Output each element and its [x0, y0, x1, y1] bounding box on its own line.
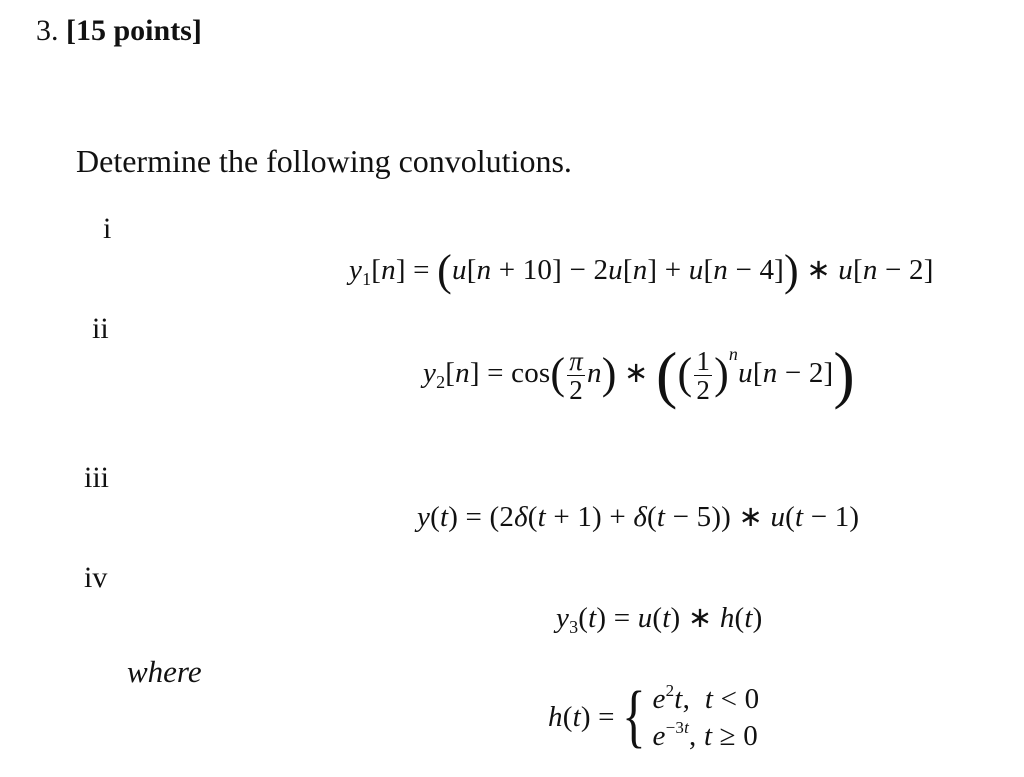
equation-iv: $y_3(t) = u(t)$ ∗ h(t) — [556, 602, 763, 637]
case-2: $e^{-3t}$, t ≥ 0 — [652, 718, 758, 753]
equation-h-piecewise: h(t) = { $e^2t$, t < 0 $e^{-3t}$, t ≥ 0 — [548, 678, 760, 756]
part-label-iv: iv — [84, 561, 108, 594]
equation-iii: y(t) = (2δ(t + 1) + δ(t − 5)) ∗ u(t − 1) — [417, 501, 860, 533]
instruction-text: Determine the following convolutions. — [76, 143, 572, 179]
case-1: $e^2t$, t < 0 — [652, 681, 760, 715]
problem-points: [15 points] — [66, 14, 202, 47]
part-label-ii: ii — [92, 312, 109, 345]
part-label-iii: iii — [84, 461, 110, 494]
left-brace: { — [621, 678, 646, 756]
problem-number: 3. — [36, 14, 59, 47]
equation-ii: $y_2[n] = \cos$( $\frac{\pi}{2}$ n) ∗ (( $\frac{1}{2}$ )$^n$u[n − 2]) — [423, 339, 855, 410]
problem-header — [36, 14, 202, 48]
equation-i: $y_1[n] = (u[n + 10] - 2u[n] + u[n - 4])$ ∗ u[n − 2] — [349, 246, 934, 295]
part-label-i: i — [103, 212, 112, 245]
where-label: where — [127, 654, 202, 689]
